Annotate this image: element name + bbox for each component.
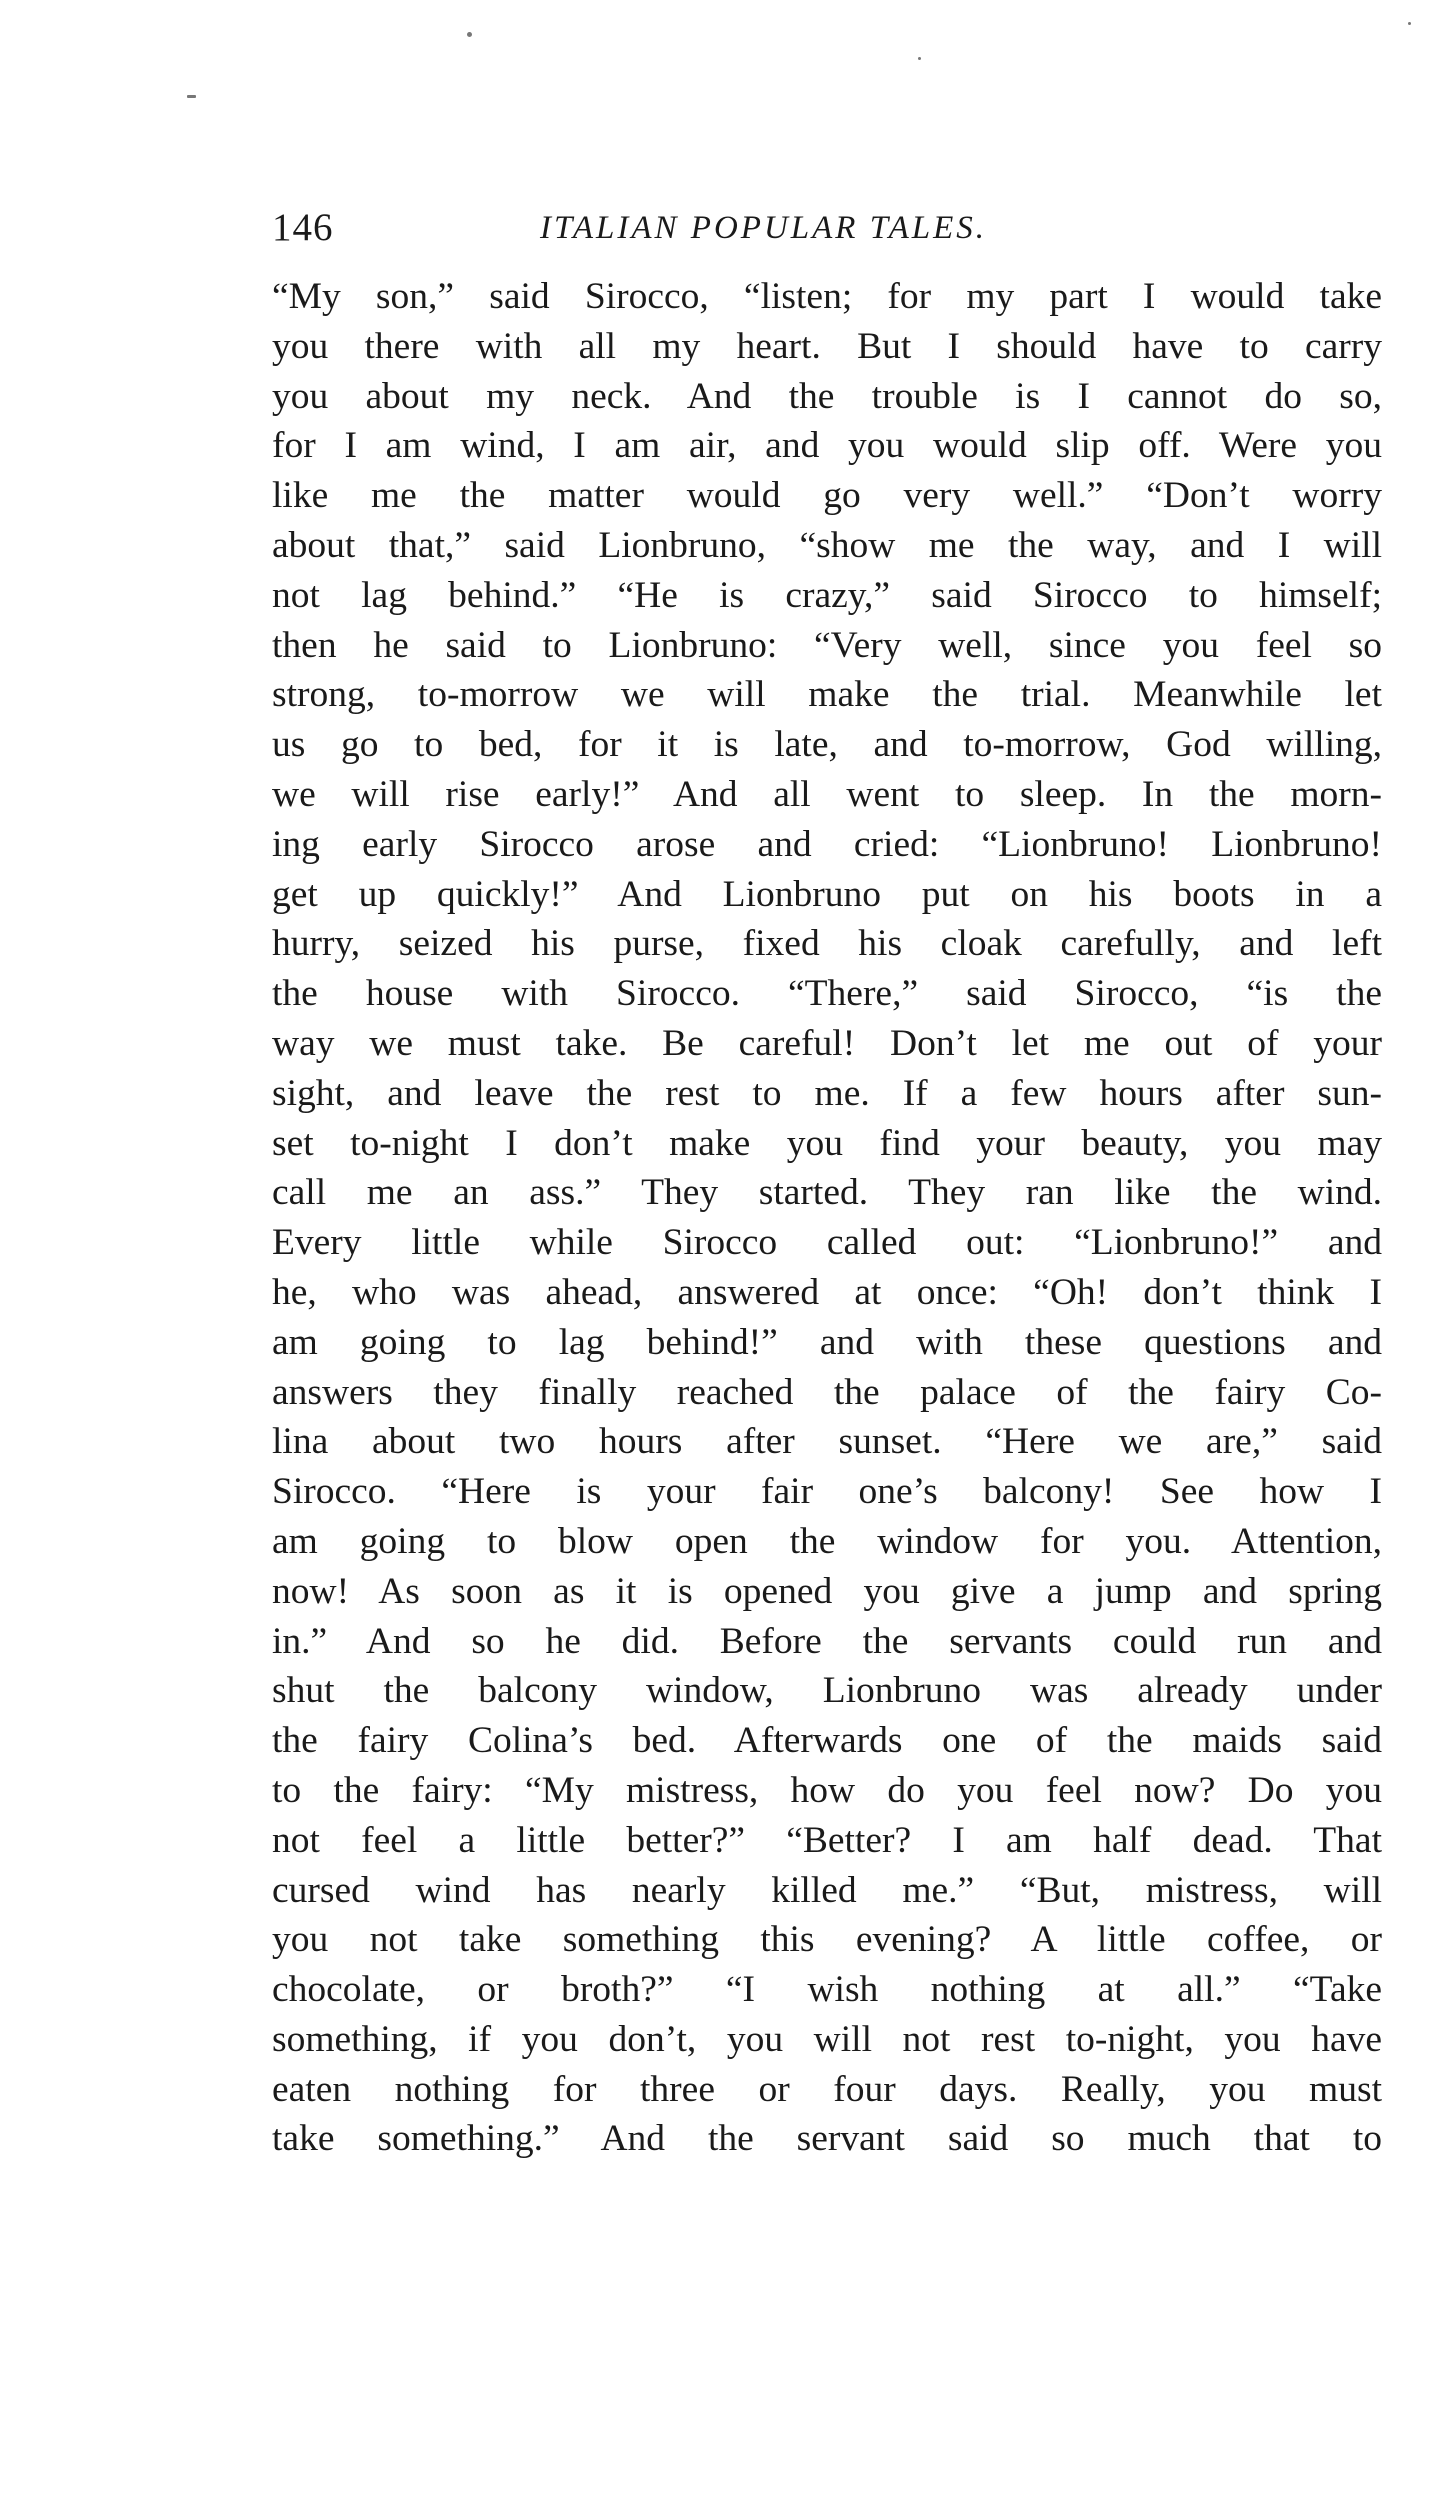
text-line: for I am wind, I am air, and you would slip off. Were you bbox=[272, 425, 1382, 467]
text-line: about that,” said Lionbruno, “show me the way, and I will bbox=[272, 524, 1382, 566]
text-line: not feel a little better?” “Better? I am half dead. That bbox=[272, 1819, 1382, 1861]
text-line: get up quickly!” And Lionbruno put on his boots in a bbox=[272, 873, 1382, 915]
text-line: then he said to Lionbruno: “Very well, since you feel so bbox=[272, 624, 1382, 666]
page-number: 146 bbox=[272, 206, 334, 249]
body-text bbox=[272, 272, 1382, 2164]
text-line: we will rise early!” And all went to sleep. In the morn- bbox=[272, 773, 1382, 815]
text-line: chocolate, or broth?” “I wish nothing at all.” “Take bbox=[272, 1969, 1382, 2011]
text-line: “My son,” said Sirocco, “listen; for my part I would take bbox=[272, 276, 1382, 317]
text-line: you there with all my heart. But I should have to carry bbox=[272, 325, 1382, 367]
scan-speck bbox=[467, 32, 472, 37]
text-line: am going to blow open the window for you. Attention, bbox=[272, 1520, 1382, 1562]
page-header bbox=[272, 198, 1382, 258]
text-line: lina about two hours after sunset. “Here we are,” said bbox=[272, 1421, 1382, 1463]
text-line: you about my neck. And the trouble is I cannot do so, bbox=[272, 375, 1382, 417]
text-line: he, who was ahead, answered at once: “Oh! don’t think I bbox=[272, 1271, 1382, 1313]
text-line: something, if you don’t, you will not rest to-night, you have bbox=[272, 2018, 1382, 2060]
text-line: set to-night I don’t make you find your beauty, you may bbox=[272, 1122, 1382, 1164]
text-line: hurry, seized his purse, fixed his cloak carefully, and left bbox=[272, 923, 1382, 965]
scan-speck bbox=[187, 95, 196, 98]
text-line: sight, and leave the rest to me. If a few hours after sun- bbox=[272, 1072, 1382, 1114]
text-line: in.” And so he did. Before the servants could run and bbox=[272, 1620, 1382, 1662]
text-line: now! As soon as it is opened you give a jump and spring bbox=[272, 1570, 1382, 1612]
text-line: eaten nothing for three or four days. Really, you must bbox=[272, 2068, 1382, 2110]
text-line: shut the balcony window, Lionbruno was already under bbox=[272, 1670, 1382, 1712]
text-line: call me an ass.” They started. They ran like the wind. bbox=[272, 1172, 1382, 1214]
text-line: Every little while Sirocco called out: “Lionbruno!” and bbox=[272, 1222, 1382, 1264]
text-line: you not take something this evening? A little coffee, or bbox=[272, 1919, 1382, 1961]
running-head: ITALIAN POPULAR TALES. bbox=[540, 210, 988, 246]
text-line: ing early Sirocco arose and cried: “Lionbruno! Lionbruno! bbox=[272, 823, 1382, 865]
text-line: cursed wind has nearly killed me.” “But, mistress, will bbox=[272, 1869, 1382, 1911]
text-line: us go to bed, for it is late, and to-morrow, God willing, bbox=[272, 724, 1382, 766]
text-line: way we must take. Be careful! Don’t let me out of your bbox=[272, 1022, 1382, 1064]
scan-speck bbox=[1408, 22, 1411, 25]
text-line: strong, to-morrow we will make the trial. Meanwhile let bbox=[272, 674, 1382, 716]
text-line: Sirocco. “Here is your fair one’s balcony! See how I bbox=[272, 1471, 1382, 1513]
text-line: am going to lag behind!” and with these questions and bbox=[272, 1321, 1382, 1363]
text-line: the house with Sirocco. “There,” said Sirocco, “is the bbox=[272, 973, 1382, 1015]
text-line: like me the matter would go very well.” “Don’t worry bbox=[272, 475, 1382, 517]
text-line: answers they finally reached the palace of the fairy Co- bbox=[272, 1371, 1382, 1413]
text-line: take something.” And the servant said so much that to bbox=[272, 2118, 1382, 2160]
text-line: the fairy Colina’s bed. Afterwards one of the maids said bbox=[272, 1720, 1382, 1762]
text-line: to the fairy: “My mistress, how do you feel now? Do you bbox=[272, 1769, 1382, 1811]
scan-speck bbox=[918, 57, 921, 60]
text-line: not lag behind.” “He is crazy,” said Sirocco to himself; bbox=[272, 574, 1382, 616]
